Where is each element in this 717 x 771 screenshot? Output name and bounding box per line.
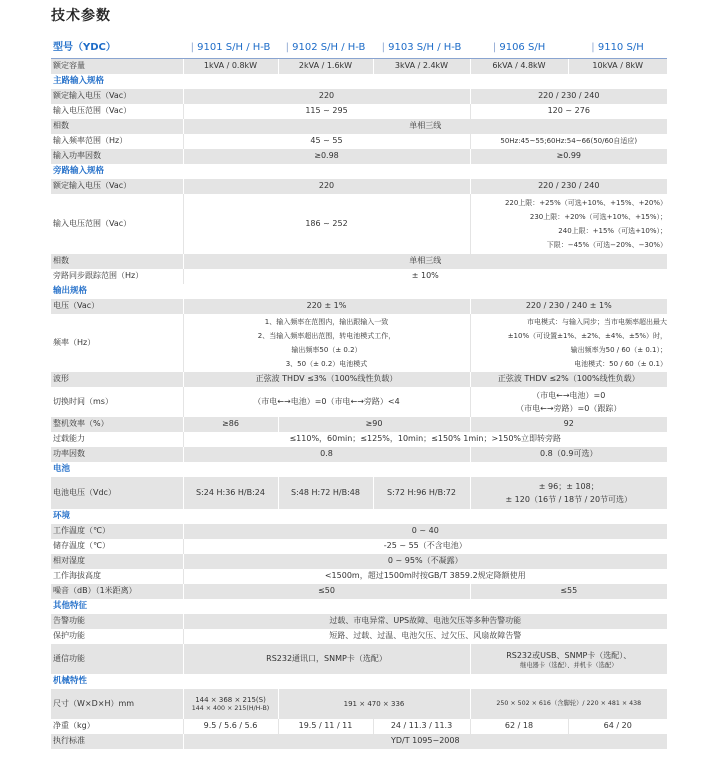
- cell: （市电←→电池）=0 （市电←→旁路）=0（跟踪）: [470, 387, 667, 417]
- cell: 220 / 230 / 240 ± 1%: [470, 299, 667, 314]
- cell: 115 ~ 295: [183, 104, 470, 119]
- cell: 250 × 502 × 616（含脚轮）/ 220 × 481 × 438: [470, 689, 667, 719]
- cell: 1kVA / 0.8kW: [183, 59, 278, 75]
- cell: 220 ± 1%: [183, 299, 470, 314]
- cell: 50Hz:45~55;60Hz:54~66(50/60自适应): [470, 134, 667, 149]
- section-title: 其他特征: [53, 601, 88, 612]
- row-label: 整机效率（%）: [51, 417, 183, 432]
- section-heading: [51, 284, 667, 299]
- cell: 0 ~ 95%（不凝露）: [183, 554, 667, 569]
- cell: S:48 H:72 H/B:48: [278, 477, 373, 509]
- table-row: [51, 644, 667, 674]
- cell: 短路、过载、过温、电池欠压、过欠压、风扇故障告警: [183, 629, 667, 644]
- table-row: [51, 524, 667, 539]
- cell: 64 / 20: [568, 719, 667, 734]
- section-title: 旁路输入规格: [53, 166, 105, 177]
- cell: （市电←→电池）=0（市电←→旁路）<4: [183, 387, 470, 417]
- row-label: 波形: [51, 372, 183, 387]
- spec-table: [51, 39, 667, 749]
- row-label: 输入频率范围（Hz）: [51, 134, 183, 149]
- table-row: [51, 89, 667, 104]
- section-heading: [51, 599, 667, 614]
- table-row: [51, 539, 667, 554]
- cell: ≤110%，60min；≤125%，10min；≤150% 1min；>150%立即转旁路: [183, 432, 667, 447]
- cell: RS232或USB、SNMP卡（选配）、 继电器卡（选配）、并机卡（选配）: [470, 644, 667, 674]
- cell: 2kVA / 1.6kW: [278, 59, 373, 75]
- table-row: [51, 554, 667, 569]
- cell: 62 / 18: [470, 719, 568, 734]
- table-row: [51, 104, 667, 119]
- cell: ≤50: [183, 584, 470, 599]
- table-row: [51, 614, 667, 629]
- model-9102: | 9102 S/H / H-B: [278, 39, 373, 59]
- table-row: [51, 629, 667, 644]
- section-title: 机械特性: [53, 676, 88, 687]
- cell: 9.5 / 5.6 / 5.6: [183, 719, 278, 734]
- cell: 正弦波 THDV ≤2%（100%线性负载）: [470, 372, 667, 387]
- row-label: 告警功能: [51, 614, 183, 629]
- table-row: [51, 179, 667, 194]
- table-row: [51, 432, 667, 447]
- section-heading: [51, 462, 667, 477]
- cell: 6kVA / 4.8kW: [470, 59, 568, 75]
- row-label: 保护功能: [51, 629, 183, 644]
- page-title: 技术参数: [51, 8, 111, 24]
- model-9101: | 9101 S/H / H-B: [183, 39, 278, 59]
- row-label: 电压（Vac）: [51, 299, 183, 314]
- row-label: 频率（Hz）: [51, 314, 183, 372]
- table-row: [51, 372, 667, 387]
- cell: 45 ~ 55: [183, 134, 470, 149]
- table-row: [51, 477, 667, 509]
- table-row: [51, 254, 667, 269]
- row-label: 噪音（dB）（1米距离）: [51, 584, 183, 599]
- cell: 1、输入频率在范围内，输出跟输入一致 2、当输入频率超出范围，转电池模式工作， 输出频率50（± 0.2） 3、50（± 0.2）电池模式: [183, 314, 470, 372]
- row-label: 电池电压（Vdc）: [51, 477, 183, 509]
- row-label: 执行标准: [51, 734, 183, 749]
- section-title: 主路输入规格: [53, 76, 105, 87]
- table-row: [51, 59, 667, 75]
- cell: YD/T 1095−2008: [183, 734, 667, 749]
- cell: 220: [183, 179, 470, 194]
- section-heading: [51, 164, 667, 179]
- row-label: 相对湿度: [51, 554, 183, 569]
- row-label: 旁路同步跟踪范围（Hz）: [51, 269, 183, 284]
- cell: ± 10%: [183, 269, 667, 284]
- table-row: [51, 299, 667, 314]
- table-row: [51, 314, 667, 372]
- cell: ≤55: [470, 584, 667, 599]
- cell: 220上限：+25%（可选+10%、+15%、+20%） 230上限：+20%（可选+10%、+15%）； 240上限：+15%（可选+10%）； 下限：−45%（可选−20%、−30%）: [470, 194, 667, 254]
- cell: 0.8: [183, 447, 470, 462]
- cell: 186 ~ 252: [183, 194, 470, 254]
- section-heading: [51, 509, 667, 524]
- cell: ≥0.98: [183, 149, 470, 164]
- cell: S:24 H:36 H/B:24: [183, 477, 278, 509]
- cell: 191 × 470 × 336: [278, 689, 470, 719]
- section-title: 电池: [53, 464, 71, 475]
- table-row: [51, 134, 667, 149]
- table-row: [51, 387, 667, 417]
- row-label: 额定输入电压（Vac）: [51, 89, 183, 104]
- cell: ≥0.99: [470, 149, 667, 164]
- table-row: [51, 119, 667, 134]
- table-row: [51, 269, 667, 284]
- table-row: [51, 584, 667, 599]
- cell: ≥86: [183, 417, 278, 432]
- cell: ≥90: [278, 417, 470, 432]
- cell: 120 ~ 276: [470, 104, 667, 119]
- table-row: [51, 569, 667, 584]
- cell: 0 ~ 40: [183, 524, 667, 539]
- cell: 220 / 230 / 240: [470, 89, 667, 104]
- cell: 单相三线: [183, 254, 667, 269]
- table-row: [51, 149, 667, 164]
- row-label: 尺寸（W×D×H）mm: [51, 689, 183, 719]
- model-9106: | 9106 S/H: [470, 39, 568, 59]
- cell: ± 96；± 108； ± 120（16节 / 18节 / 20节可选）: [470, 477, 667, 509]
- table-row: [51, 689, 667, 719]
- table-header: [51, 39, 667, 59]
- cell: 0.8（0.9可选）: [470, 447, 667, 462]
- cell: 正弦波 THDV ≤3%（100%线性负载）: [183, 372, 470, 387]
- row-label: 相数: [51, 254, 183, 269]
- row-label: 额定输入电压（Vac）: [51, 179, 183, 194]
- row-label: 工作海拔高度: [51, 569, 183, 584]
- section-title: 环境: [53, 511, 71, 522]
- cell: 19.5 / 11 / 11: [278, 719, 373, 734]
- cell: 市电模式：与输入同步；当市电频率超出最大 ±10%（可设置±1%、±2%、±4%、±5%）时， 输出频率为50 / 60（± 0.1）； 电池模式：50 / 60（± 0.1）: [470, 314, 667, 372]
- table-row: [51, 447, 667, 462]
- model-9110: | 9110 S/H: [568, 39, 667, 59]
- row-label: 净重（kg）: [51, 719, 183, 734]
- cell: 过载、市电异常、UPS故障、电池欠压等多种告警功能: [183, 614, 667, 629]
- cell: RS232通讯口，SNMP卡（选配）: [183, 644, 470, 674]
- cell: 单相三线: [183, 119, 667, 134]
- cell: 144 × 368 × 215(S) 144 × 400 × 215(H/H-B): [183, 689, 278, 719]
- cell: 220 / 230 / 240: [470, 179, 667, 194]
- row-label: 输入电压范围（Vac）: [51, 104, 183, 119]
- cell: 10kVA / 8kW: [568, 59, 667, 75]
- row-label: 切换时间（ms）: [51, 387, 183, 417]
- row-label: 输入功率因数: [51, 149, 183, 164]
- cell: 220: [183, 89, 470, 104]
- cell: <1500m，超过1500m时按GB/T 3859.2规定降额使用: [183, 569, 667, 584]
- row-label: 工作温度（℃）: [51, 524, 183, 539]
- row-label: 储存温度（℃）: [51, 539, 183, 554]
- cell: 92: [470, 417, 667, 432]
- section-title: 输出规格: [53, 286, 88, 297]
- cell: 3kVA / 2.4kW: [373, 59, 470, 75]
- section-heading: [51, 74, 667, 89]
- cell: S:72 H:96 H/B:72: [373, 477, 470, 509]
- row-label: 通信功能: [51, 644, 183, 674]
- model-9103: | 9103 S/H / H-B: [373, 39, 470, 59]
- model-label: 型号（YDC）: [51, 39, 183, 59]
- section-heading: [51, 674, 667, 689]
- table-row: [51, 417, 667, 432]
- row-label: 输入电压范围（Vac）: [51, 194, 183, 254]
- row-label: 过载能力: [51, 432, 183, 447]
- cell: 24 / 11.3 / 11.3: [373, 719, 470, 734]
- row-label: 相数: [51, 119, 183, 134]
- table-row: [51, 719, 667, 734]
- cell: -25 ~ 55（不含电池）: [183, 539, 667, 554]
- table-row: [51, 734, 667, 749]
- table-row: [51, 194, 667, 254]
- row-label: 功率因数: [51, 447, 183, 462]
- row-label: 额定容量: [51, 59, 183, 75]
